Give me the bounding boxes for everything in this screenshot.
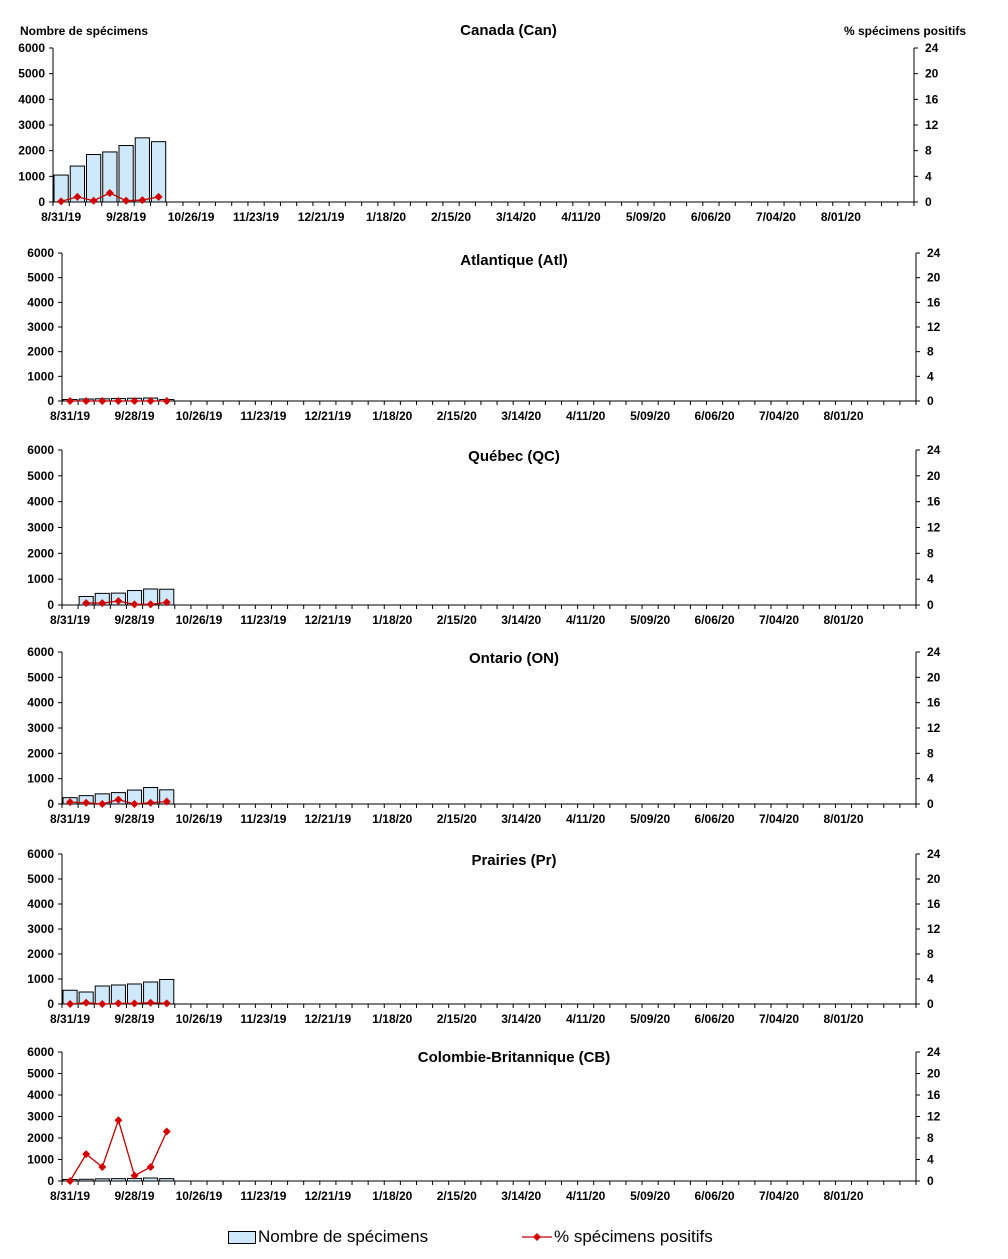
x-tick-label: 10/26/19 (175, 1012, 223, 1026)
y-tick-label-right: 0 (925, 195, 932, 209)
y-tick-label-right: 8 (927, 746, 934, 761)
x-tick-label: 1/18/20 (372, 613, 413, 627)
x-tick-label: 8/01/20 (820, 210, 861, 224)
x-tick-label: 2/15/20 (430, 210, 472, 224)
x-tick-label: 8/31/19 (50, 409, 91, 423)
y-tick-label-right: 16 (927, 1088, 941, 1102)
chart-title: Canada (Can) (460, 22, 557, 39)
chart-title: Prairies (Pr) (471, 852, 557, 869)
chart-panel-2 (27, 246, 940, 423)
legend-bar-swatch (228, 1231, 256, 1244)
x-tick-label: 12/21/19 (304, 812, 352, 826)
x-tick-label: 1/18/20 (366, 210, 407, 224)
y-axis-left-title: Nombre de spécimens (20, 24, 149, 38)
x-tick-label: 10/26/19 (175, 1189, 223, 1203)
y-tick-label-left: 5000 (27, 872, 54, 886)
y-tick-label-left: 3000 (27, 1109, 54, 1124)
x-tick-label: 6/06/20 (694, 409, 735, 423)
x-tick-label: 4/11/20 (565, 613, 606, 627)
chart-title: Atlantique (Atl) (460, 252, 568, 269)
legend-item-bars (228, 1224, 428, 1250)
y-tick-label-right: 24 (927, 443, 941, 457)
y-tick-label-right: 4 (927, 369, 934, 384)
y-tick-label-left: 1000 (27, 1152, 54, 1167)
x-tick-label: 5/09/20 (630, 613, 671, 627)
x-tick-label: 6/06/20 (694, 1012, 735, 1026)
line-point (114, 1116, 122, 1124)
y-tick-label-left: 6000 (27, 645, 54, 659)
y-tick-label-left: 1000 (27, 572, 54, 587)
y-tick-label-right: 8 (927, 546, 934, 561)
x-tick-label: 4/11/20 (565, 409, 606, 423)
x-tick-label: 2/15/20 (436, 812, 477, 826)
y-tick-label-right: 12 (927, 922, 941, 936)
x-tick-label: 5/09/20 (630, 812, 671, 826)
x-tick-label: 3/14/20 (501, 613, 542, 627)
y-tick-label-right: 0 (927, 997, 934, 1011)
x-tick-label: 10/26/19 (175, 613, 223, 627)
x-tick-label: 11/23/19 (240, 1012, 287, 1026)
chart-panel-6 (27, 1045, 940, 1203)
legend-line-label: % spécimens positifs (554, 1227, 713, 1246)
y-tick-label-right: 20 (927, 872, 941, 886)
y-tick-label-right: 8 (927, 344, 934, 359)
chart-panel-1 (18, 22, 966, 224)
x-tick-label: 9/28/19 (114, 1189, 155, 1203)
x-tick-label: 12/21/19 (304, 613, 352, 627)
x-tick-label: 7/04/20 (759, 613, 800, 627)
x-tick-label: 3/14/20 (495, 210, 537, 224)
y-tick-label-right: 8 (927, 1131, 934, 1145)
line-point (66, 397, 74, 405)
line-point (98, 397, 106, 405)
x-tick-label: 12/21/19 (297, 210, 345, 224)
bar (135, 138, 149, 202)
y-tick-label-left: 6000 (27, 246, 54, 260)
y-tick-label-right: 8 (925, 143, 932, 158)
x-tick-label: 8/31/19 (50, 1012, 91, 1026)
x-tick-label: 9/28/19 (114, 1012, 155, 1026)
y-tick-label-left: 3000 (27, 320, 54, 334)
x-tick-label: 10/26/19 (175, 812, 223, 826)
y-tick-label-right: 0 (927, 394, 934, 408)
x-tick-label: 2/15/20 (436, 1012, 477, 1026)
series-line (70, 1120, 167, 1181)
chart-panel-5 (27, 847, 940, 1026)
x-tick-label: 2/15/20 (436, 613, 477, 627)
x-tick-label: 6/06/20 (694, 1189, 735, 1203)
x-tick-label: 8/31/19 (50, 1189, 91, 1203)
x-tick-label: 11/23/19 (240, 1189, 287, 1203)
x-tick-label: 8/01/20 (823, 812, 864, 826)
x-tick-label: 4/11/20 (561, 210, 601, 224)
line-point (163, 1128, 171, 1136)
x-tick-label: 2/15/20 (436, 1189, 477, 1203)
x-tick-label: 2/15/20 (436, 409, 477, 423)
y-tick-label-left: 3000 (27, 922, 54, 936)
y-tick-label-left: 0 (47, 394, 54, 408)
y-tick-label-right: 16 (927, 695, 941, 710)
x-tick-label: 4/11/20 (565, 1189, 606, 1203)
y-tick-label-left: 0 (47, 797, 54, 811)
x-tick-label: 9/28/19 (114, 409, 155, 423)
y-tick-label-left: 3000 (18, 118, 45, 132)
y-tick-label-left: 4000 (18, 92, 45, 107)
y-tick-label-right: 12 (927, 520, 941, 535)
y-tick-label-left: 6000 (27, 1045, 54, 1059)
y-tick-label-right: 0 (927, 598, 934, 612)
x-tick-label: 1/18/20 (372, 812, 413, 826)
x-tick-label: 4/11/20 (565, 812, 606, 826)
y-tick-label-left: 4000 (27, 695, 54, 710)
y-tick-label-left: 1000 (18, 169, 45, 184)
y-tick-label-right: 20 (927, 468, 941, 483)
y-tick-label-right: 20 (927, 670, 941, 685)
x-tick-label: 12/21/19 (304, 409, 352, 423)
chart-title: Ontario (ON) (469, 650, 559, 667)
y-tick-label-left: 4000 (27, 494, 54, 509)
x-tick-label: 3/14/20 (501, 812, 542, 826)
y-tick-label-left: 2000 (27, 947, 54, 961)
x-tick-label: 3/14/20 (501, 1189, 542, 1203)
y-tick-label-left: 0 (38, 195, 45, 209)
y-tick-label-left: 2000 (27, 546, 54, 561)
y-tick-label-left: 2000 (18, 143, 45, 158)
legend-item-line (522, 1224, 713, 1250)
y-tick-label-left: 5000 (27, 270, 54, 285)
x-tick-label: 5/09/20 (630, 1189, 671, 1203)
line-point (82, 397, 90, 405)
y-tick-label-left: 4000 (27, 1088, 54, 1102)
y-tick-label-left: 5000 (27, 468, 54, 483)
y-tick-label-right: 24 (925, 41, 939, 55)
y-tick-label-right: 20 (927, 270, 941, 285)
y-tick-label-right: 12 (927, 721, 941, 735)
chart-panel-4 (27, 645, 940, 826)
line-point (163, 397, 171, 405)
x-tick-label: 3/14/20 (501, 409, 542, 423)
chart-title: Québec (QC) (468, 448, 560, 465)
x-tick-label: 7/04/20 (759, 409, 800, 423)
y-tick-label-right: 4 (925, 169, 932, 184)
x-tick-label: 6/06/20 (694, 613, 735, 627)
y-tick-label-left: 1000 (27, 972, 54, 986)
y-tick-label-left: 1000 (27, 369, 54, 384)
x-tick-label: 3/14/20 (501, 1012, 542, 1026)
y-tick-label-right: 4 (927, 572, 934, 587)
x-tick-label: 7/04/20 (759, 1012, 800, 1026)
legend-bar-label: Nombre de spécimens (258, 1227, 429, 1246)
x-tick-label: 6/06/20 (694, 812, 735, 826)
y-tick-label-left: 4000 (27, 897, 54, 911)
y-tick-label-right: 4 (927, 771, 934, 786)
x-tick-label: 9/28/19 (114, 812, 155, 826)
x-tick-label: 8/01/20 (823, 1012, 864, 1026)
y-tick-label-left: 0 (47, 1174, 54, 1188)
x-tick-label: 1/18/20 (372, 1189, 413, 1203)
y-tick-label-right: 16 (927, 295, 941, 310)
x-tick-label: 6/06/20 (690, 210, 731, 224)
x-tick-label: 12/21/19 (304, 1189, 352, 1203)
x-tick-label: 4/11/20 (565, 1012, 606, 1026)
y-tick-label-right: 12 (927, 1109, 941, 1124)
chart-title: Colombie-Britannique (CB) (417, 1049, 611, 1066)
legend-line-swatch (522, 1231, 552, 1243)
y-tick-label-right: 24 (927, 1045, 941, 1059)
y-tick-label-right: 12 (927, 320, 941, 334)
x-tick-label: 12/21/19 (304, 1012, 352, 1026)
y-tick-label-left: 5000 (18, 66, 45, 81)
x-tick-label: 8/01/20 (823, 1189, 864, 1203)
y-tick-label-left: 6000 (27, 847, 54, 861)
y-tick-label-left: 6000 (27, 443, 54, 457)
x-tick-label: 5/09/20 (630, 409, 671, 423)
y-tick-label-right: 24 (927, 645, 941, 659)
x-tick-label: 11/23/19 (240, 613, 287, 627)
bar (86, 155, 100, 202)
y-tick-label-left: 2000 (27, 746, 54, 761)
y-tick-label-left: 6000 (18, 41, 45, 55)
x-tick-label: 10/26/19 (175, 409, 223, 423)
y-tick-label-right: 12 (925, 118, 939, 132)
x-tick-label: 8/01/20 (823, 409, 864, 423)
x-tick-label: 8/31/19 (50, 812, 91, 826)
y-tick-label-right: 0 (927, 1174, 934, 1188)
x-tick-label: 10/26/19 (167, 210, 215, 224)
x-tick-label: 8/01/20 (823, 613, 864, 627)
y-tick-label-right: 4 (927, 1152, 934, 1167)
x-tick-label: 9/28/19 (114, 613, 155, 627)
y-tick-label-left: 2000 (27, 1131, 54, 1145)
y-tick-label-left: 4000 (27, 295, 54, 310)
x-tick-label: 1/18/20 (372, 1012, 413, 1026)
x-tick-label: 9/28/19 (106, 210, 147, 224)
x-tick-label: 8/31/19 (41, 210, 82, 224)
y-tick-label-right: 24 (927, 847, 941, 861)
bar (119, 146, 133, 202)
x-tick-label: 1/18/20 (372, 409, 413, 423)
x-tick-label: 7/04/20 (759, 1189, 800, 1203)
y-tick-label-left: 0 (47, 598, 54, 612)
line-point (66, 1177, 74, 1185)
y-tick-label-left: 5000 (27, 1066, 54, 1081)
x-tick-label: 7/04/20 (759, 812, 800, 826)
y-tick-label-right: 20 (925, 66, 939, 81)
line-point (147, 1163, 155, 1171)
y-axis-right-title: % spécimens positifs (843, 24, 966, 38)
y-tick-label-right: 0 (927, 797, 934, 811)
y-tick-label-right: 16 (925, 92, 939, 107)
y-tick-label-right: 4 (927, 972, 934, 986)
x-tick-label: 8/31/19 (50, 613, 91, 627)
x-tick-label: 11/23/19 (240, 409, 287, 423)
y-tick-label-right: 16 (927, 897, 941, 911)
y-tick-label-left: 5000 (27, 670, 54, 685)
x-tick-label: 5/09/20 (630, 1012, 671, 1026)
y-tick-label-left: 3000 (27, 520, 54, 535)
x-tick-label: 11/23/19 (233, 210, 280, 224)
x-tick-label: 11/23/19 (240, 812, 287, 826)
y-tick-label-right: 8 (927, 947, 934, 961)
y-tick-label-right: 20 (927, 1066, 941, 1081)
legend (0, 1224, 1008, 1250)
y-tick-label-right: 16 (927, 494, 941, 509)
y-tick-label-left: 3000 (27, 721, 54, 735)
chart-panel-3 (27, 443, 940, 627)
y-tick-label-left: 0 (47, 997, 54, 1011)
y-tick-label-left: 2000 (27, 344, 54, 359)
x-tick-label: 5/09/20 (625, 210, 666, 224)
y-tick-label-right: 24 (927, 246, 941, 260)
y-tick-label-left: 1000 (27, 771, 54, 786)
x-tick-label: 7/04/20 (755, 210, 796, 224)
